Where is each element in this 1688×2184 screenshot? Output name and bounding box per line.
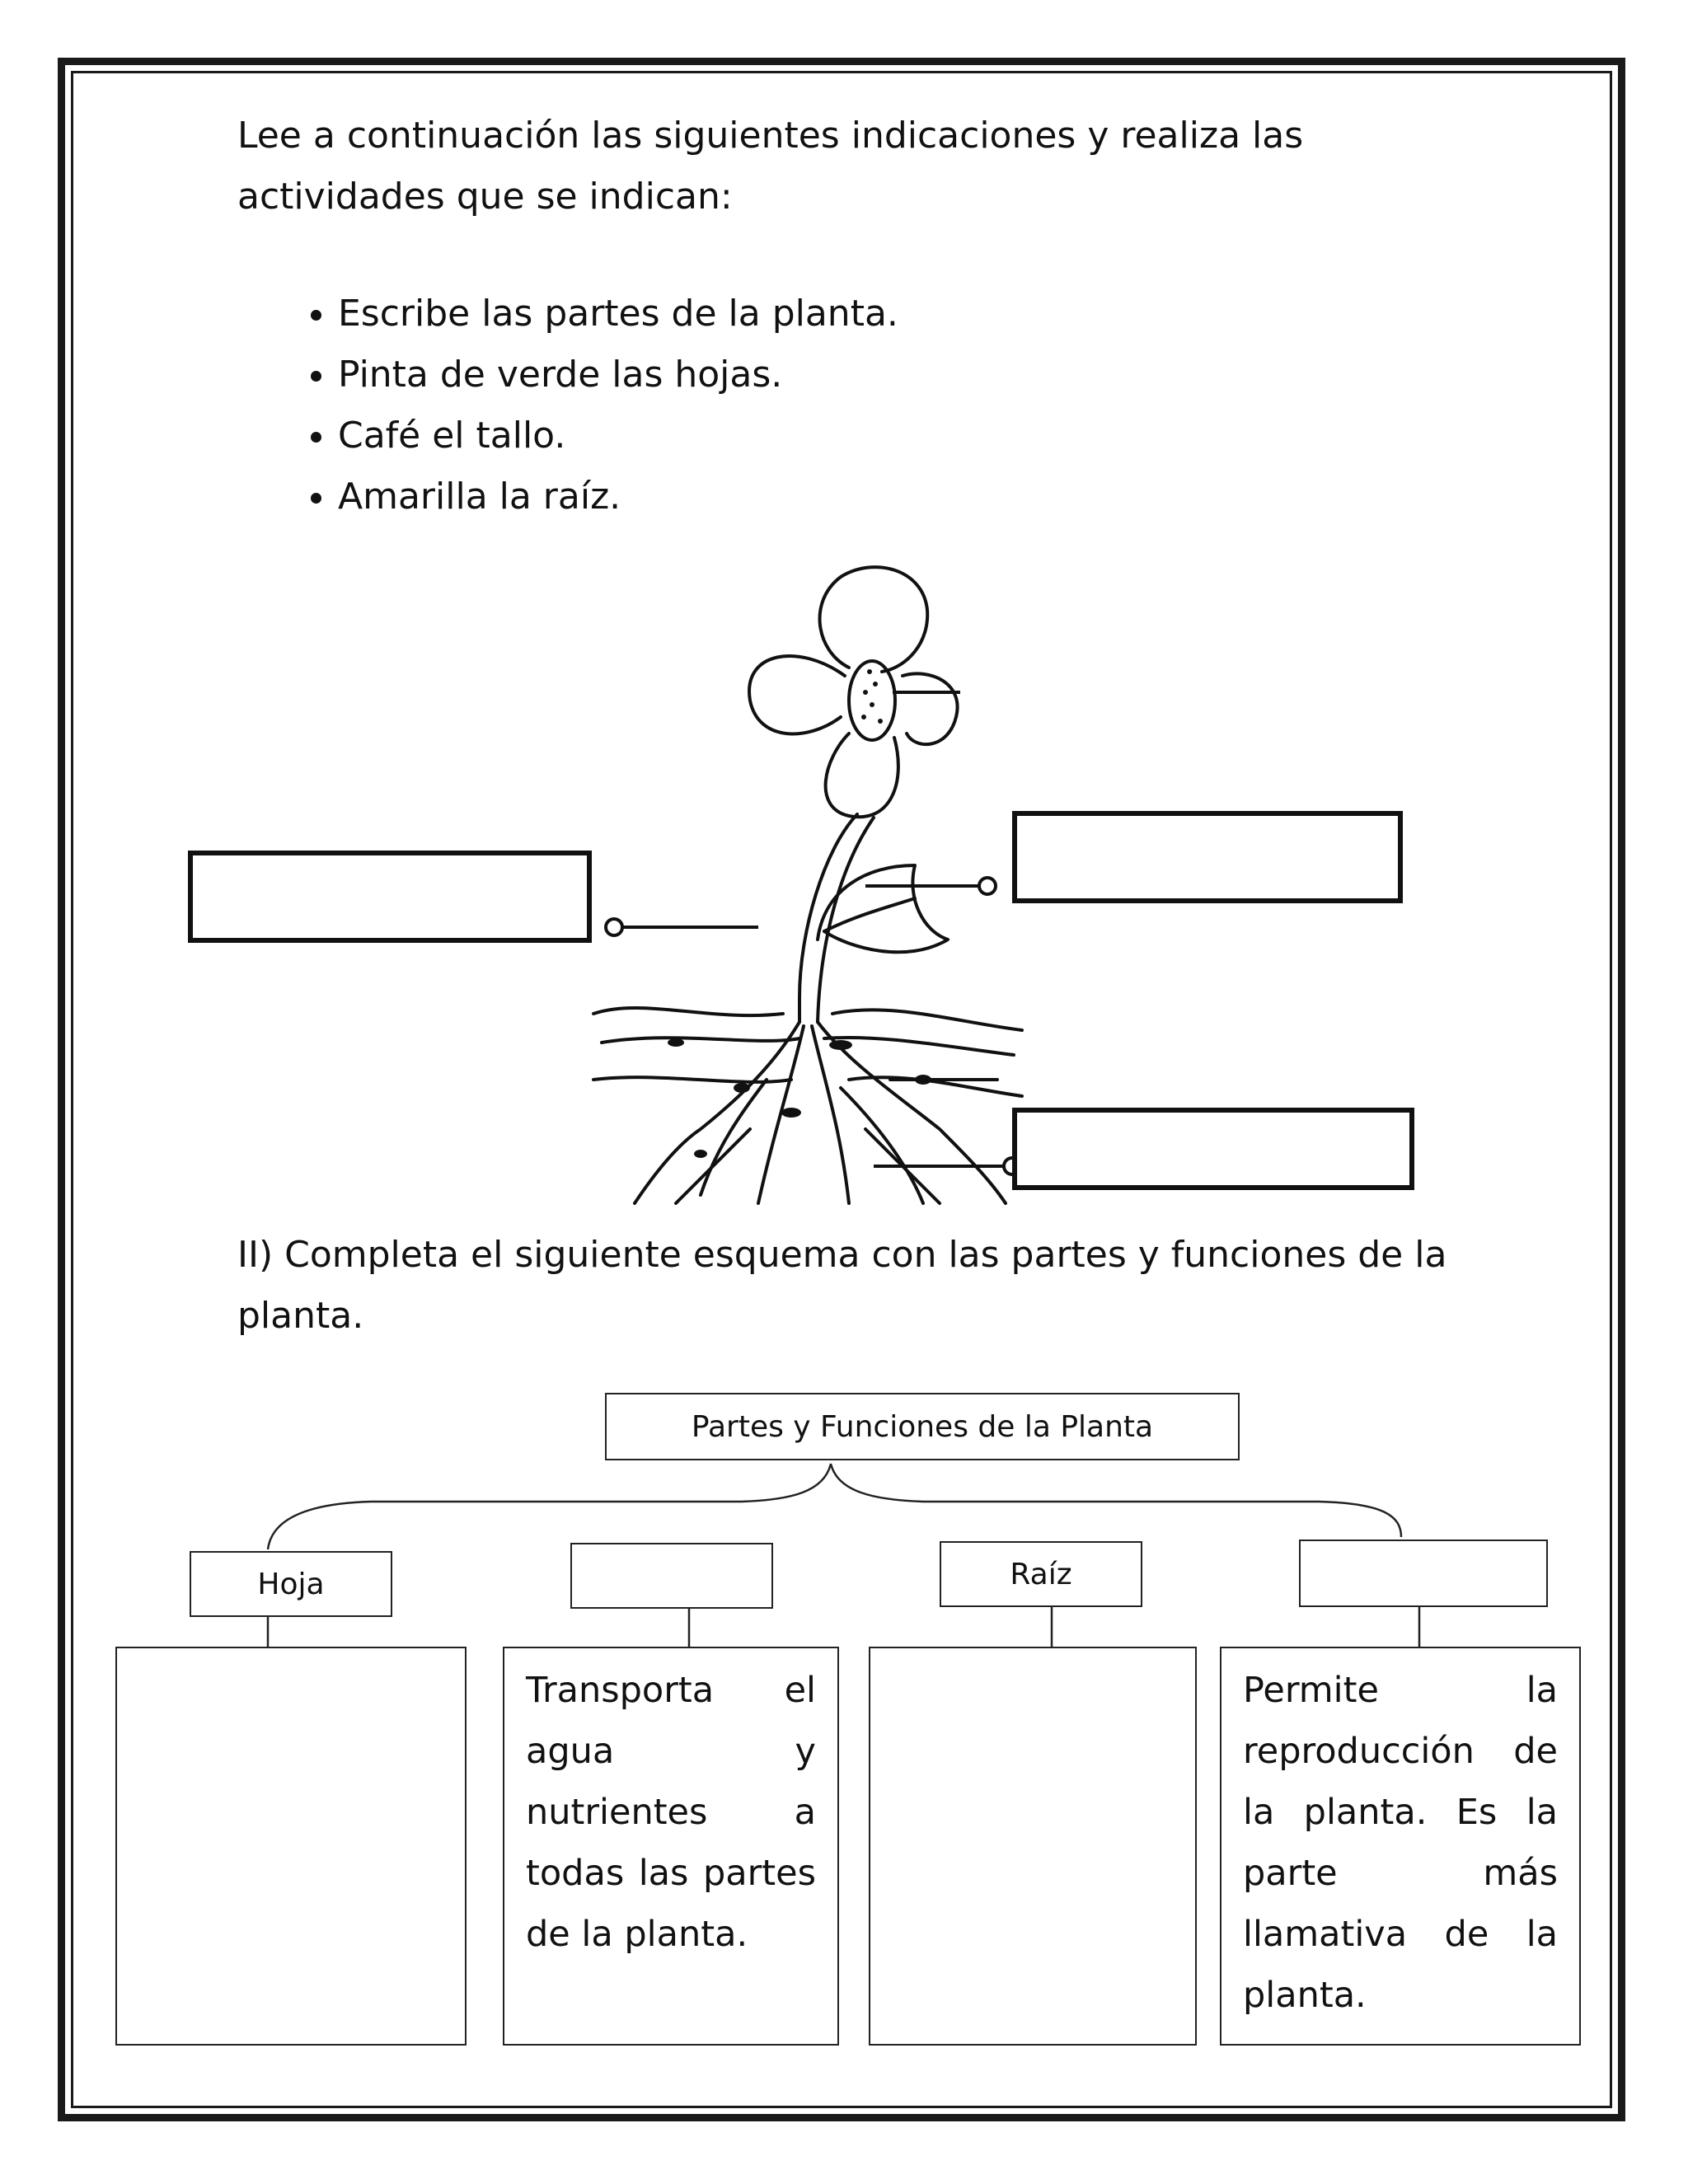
stem bbox=[799, 814, 857, 1022]
scheme-part-box-4[interactable] bbox=[1299, 1540, 1548, 1607]
plant-illustration bbox=[577, 552, 1039, 1212]
scheme-part-box-1[interactable] bbox=[190, 1551, 392, 1617]
scheme-title-box bbox=[605, 1393, 1240, 1460]
instruction-item: • Escribe las partes de la planta. bbox=[338, 284, 898, 344]
roots bbox=[635, 1022, 799, 1203]
petal-bottom bbox=[826, 733, 898, 817]
scheme-function-box-3[interactable] bbox=[869, 1647, 1197, 2046]
scheme-title: Partes y Funciones de la Planta bbox=[691, 1409, 1154, 1444]
ground bbox=[593, 1008, 1022, 1030]
scheme-part-box-2[interactable] bbox=[570, 1543, 773, 1609]
scheme-part-label: Raíz bbox=[1010, 1557, 1072, 1591]
scheme-function-box-4[interactable]: Permite la reproducción de la planta. Es la parte más llamativa de la planta. bbox=[1220, 1647, 1581, 2046]
scheme-part-label: Hoja bbox=[257, 1567, 325, 1601]
instruction-item: • Pinta de verde las hojas. bbox=[338, 344, 898, 405]
flower-center bbox=[849, 661, 895, 740]
petal-left bbox=[749, 656, 845, 733]
scheme-part-box-3[interactable] bbox=[940, 1541, 1142, 1607]
scheme-function-box-1[interactable] bbox=[115, 1647, 467, 2046]
petal-right bbox=[903, 673, 958, 744]
instruction-list bbox=[277, 284, 898, 527]
instruction-item: • Amarilla la raíz. bbox=[338, 466, 898, 527]
plant-label-box-stem[interactable] bbox=[188, 851, 592, 943]
petal-top bbox=[820, 567, 928, 672]
instruction-item: • Café el tallo. bbox=[338, 405, 898, 466]
instructions-intro: Lee a continuación las siguientes indicaciones y realiza las actividades que se indican: bbox=[237, 115, 1304, 218]
scheme-function-box-2[interactable]: Transporta el agua y nutrientes a todas las partes de la planta. bbox=[503, 1647, 839, 2046]
plant-label-box-leaf[interactable] bbox=[1012, 811, 1403, 903]
section-2-instructions: II) Completa el siguiente esquema con las partes y funciones de la planta. bbox=[237, 1234, 1447, 1337]
plant-label-box-root[interactable] bbox=[1012, 1108, 1414, 1190]
